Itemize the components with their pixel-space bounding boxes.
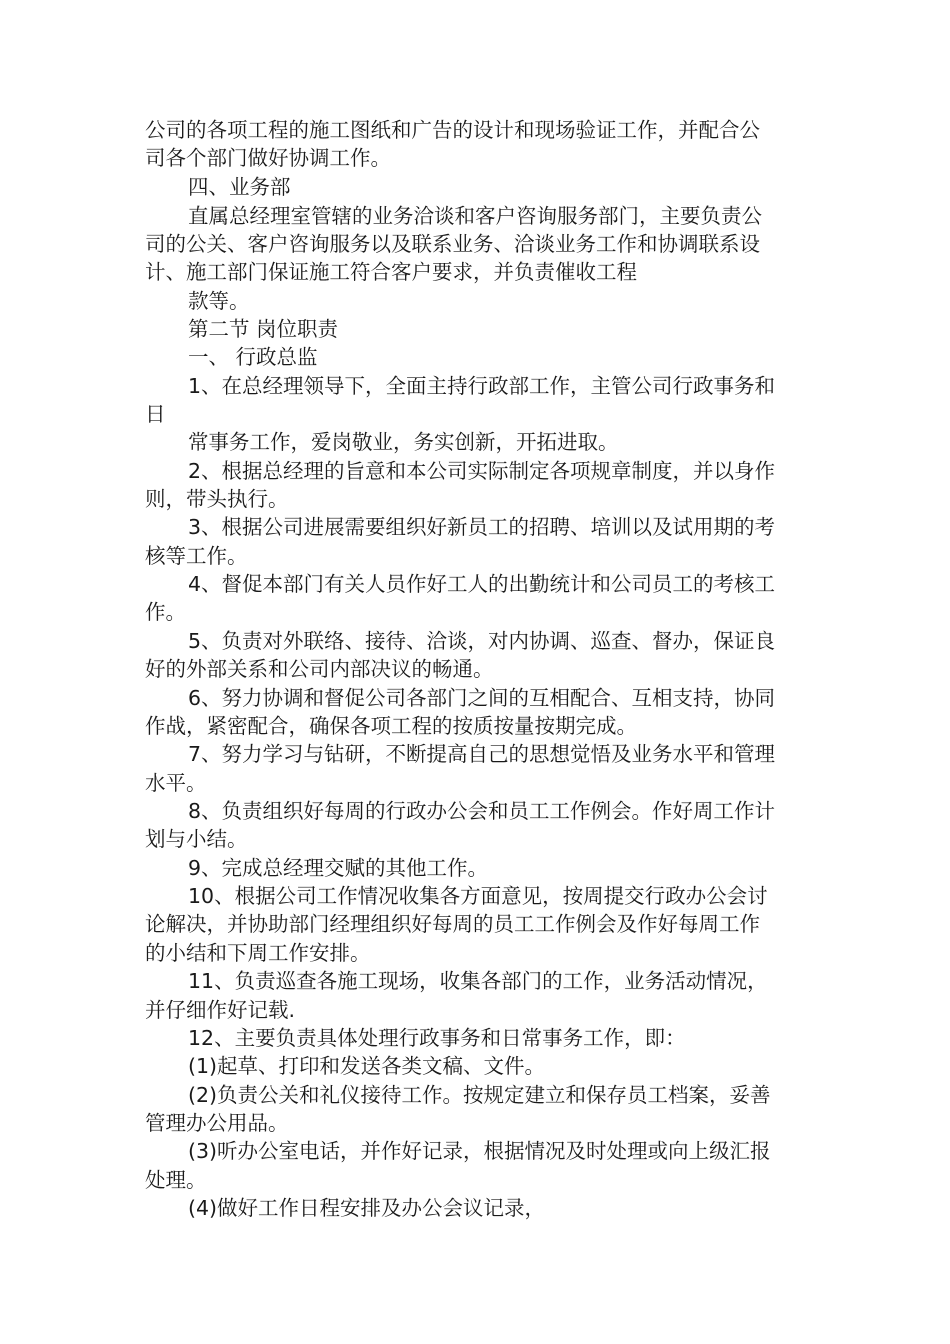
- text-line: 7、努力学习与钻研，不断提高自己的思想觉悟及业务水平和管理: [188, 742, 776, 766]
- text-line: 11、负责巡查各施工现场，收集各部门的工作，业务活动情况，: [188, 969, 768, 993]
- text-line: 1、在总经理领导下，全面主持行政部工作，主管公司行政事务和: [188, 374, 776, 398]
- text-line: 作战，紧密配合，确保各项工程的按质按量按期完成。: [145, 714, 637, 738]
- text-line: 水平。: [145, 771, 207, 795]
- text-line: 3、根据公司进展需要组织好新员工的招聘、培训以及试用期的考: [188, 515, 776, 539]
- text-line: 6、努力协调和督促公司各部门之间的互相配合、互相支持，协同: [188, 686, 776, 710]
- text-line: 司的公关、客户咨询服务以及联系业务、洽谈业务工作和协调联系设: [145, 232, 760, 256]
- text-line: 则，带头执行。: [145, 487, 289, 511]
- text-line: 常事务工作，爱岗敬业，务实创新，开拓进取。: [188, 430, 619, 454]
- text-line: 5、负责对外联络、接待、洽谈，对内协调、巡查、督办，保证良: [188, 629, 776, 653]
- text-line: 4、督促本部门有关人员作好工人的出勤统计和公司员工的考核工: [188, 572, 776, 596]
- text-line: (2)负责公关和礼仪接待工作。按规定建立和保存员工档案，妥善: [188, 1083, 771, 1107]
- text-line: 核等工作。: [145, 544, 248, 568]
- text-line: 处理。: [145, 1168, 207, 1192]
- text-line: 日: [145, 402, 166, 426]
- text-line: 管理办公用品。: [145, 1111, 289, 1135]
- text-line: (1)起草、打印和发送各类文稿、文件。: [188, 1054, 546, 1078]
- text-line: 直属总经理室管辖的业务洽谈和客户咨询服务部门，主要负责公: [188, 204, 762, 228]
- text-line: 9、完成总经理交赋的其他工作。: [188, 856, 489, 880]
- text-line: 好的外部关系和公司内部决议的畅通。: [145, 657, 494, 681]
- section-heading: 第二节 岗位职责: [188, 317, 339, 341]
- text-line: 论解决，并协助部门经理组织好每周的员工工作例会及作好每周工作: [145, 912, 760, 936]
- text-line: (3)听办公室电话，并作好记录，根据情况及时处理或向上级汇报: [188, 1139, 771, 1163]
- text-line: 作。: [145, 600, 186, 624]
- text-line: 并仔细作好记载.: [145, 998, 296, 1022]
- text-line: 的小结和下周工作安排。: [145, 941, 371, 965]
- text-line: 司各个部门做好协调工作。: [145, 146, 391, 170]
- text-line: 10、根据公司工作情况收集各方面意见，按周提交行政办公会讨: [188, 884, 768, 908]
- text-line: 12、主要负责具体处理行政事务和日常事务工作，即：: [188, 1026, 686, 1050]
- text-line: 8、负责组织好每周的行政办公会和员工工作例会。作好周工作计: [188, 799, 776, 823]
- text-line: 款等。: [188, 289, 250, 313]
- section-heading: 一、 行政总监: [188, 345, 318, 369]
- text-line: 公司的各项工程的施工图纸和广告的设计和现场验证工作，并配合公: [145, 118, 760, 142]
- text-line: 2、根据总经理的旨意和本公司实际制定各项规章制度，并以身作: [188, 459, 776, 483]
- text-line: 划与小结。: [145, 827, 248, 851]
- text-line: 计、施工部门保证施工符合客户要求，并负责催收工程: [145, 260, 637, 284]
- section-heading: 四、业务部: [188, 175, 291, 199]
- text-line: (4)做好工作日程安排及办公会议记录，: [188, 1196, 546, 1220]
